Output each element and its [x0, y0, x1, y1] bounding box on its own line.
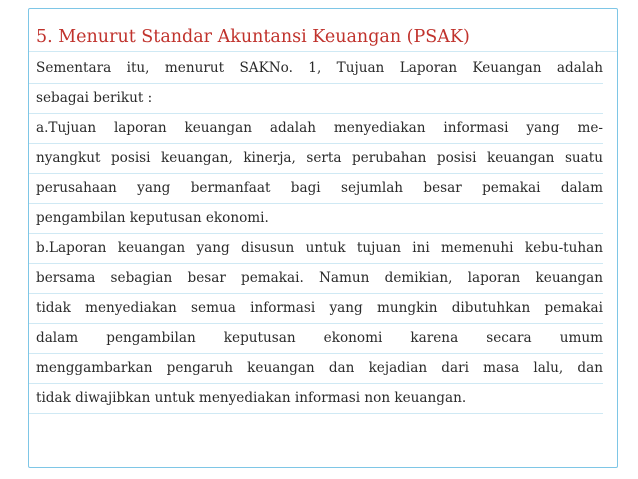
body-line: tidak menyediakan semua informasi yang mungkin dibutuhkan pemakai — [36, 300, 603, 316]
slide-title: 5. Menurut Standar Akuntansi Keuangan (PSAK) — [36, 27, 470, 47]
row-divider — [29, 203, 603, 204]
row-divider — [29, 383, 603, 384]
row-divider — [29, 233, 603, 234]
body-line: bersama sebagian besar pemakai. Namun demikian, laporan keuangan — [36, 270, 603, 286]
body-line: Sementara itu, menurut SAKNo. 1, Tujuan Laporan Keuangan adalah — [36, 60, 603, 76]
body-line: pengambilan keputusan ekonomi. — [36, 210, 269, 226]
title-divider — [29, 51, 617, 52]
body-line: menggambarkan pengaruh keuangan dan kejadian dari masa lalu, dan — [36, 360, 603, 376]
row-divider — [29, 113, 603, 114]
body-line: nyangkut posisi keuangan, kinerja, serta perubahan posisi keuangan suatu — [36, 150, 603, 166]
row-divider — [29, 83, 603, 84]
row-divider — [29, 323, 603, 324]
body-line: perusahaan yang bermanfaat bagi sejumlah besar pemakai dalam — [36, 180, 603, 196]
row-divider — [29, 293, 603, 294]
body-line: dalam pengambilan keputusan ekonomi karena secara umum — [36, 330, 603, 346]
row-divider — [29, 413, 603, 414]
body-line: tidak diwajibkan untuk menyediakan informasi non keuangan. — [36, 390, 467, 406]
row-divider — [29, 353, 603, 354]
row-divider — [29, 173, 603, 174]
body-line: b.Laporan keuangan yang disusun untuk tujuan ini memenuhi kebu-tuhan — [36, 240, 603, 256]
row-divider — [29, 263, 603, 264]
content-frame — [28, 8, 618, 468]
row-divider — [29, 143, 603, 144]
body-line: a.Tujuan laporan keuangan adalah menyediakan informasi yang me- — [36, 120, 603, 136]
body-line: sebagai berikut : — [36, 90, 153, 106]
